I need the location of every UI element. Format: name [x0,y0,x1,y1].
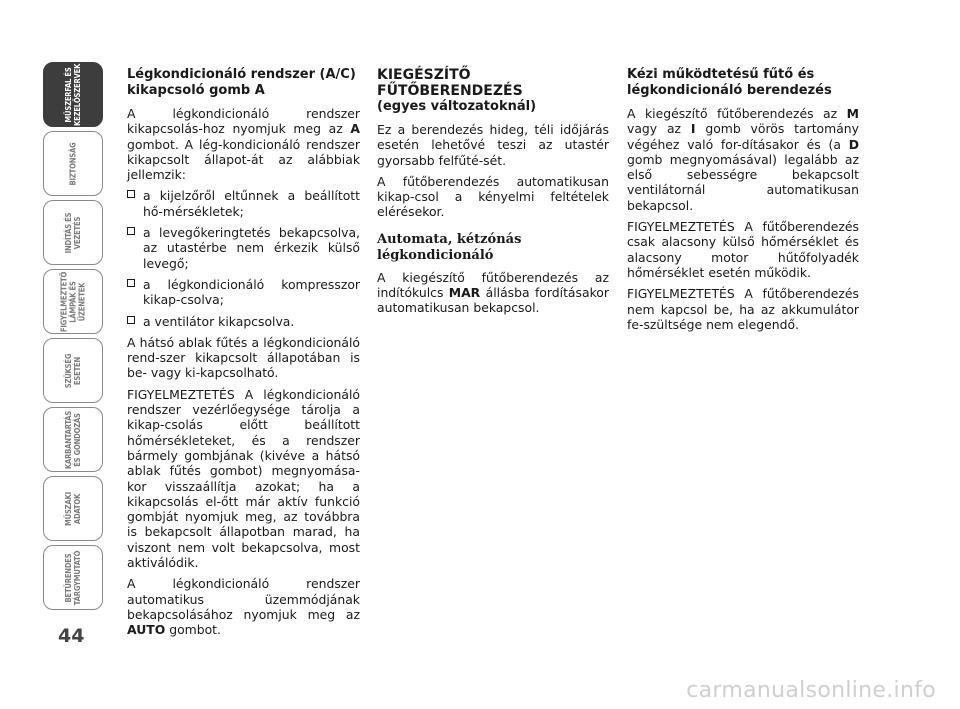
warning-paragraph: FIGYELMEZTETÉS A fűtőberendezés csak alacsony külső hőmérséklet és alacsony motor hűtőfolyadék hőmérséklet esetén működik. [627,219,859,280]
checkbox-bullet-icon [127,227,135,235]
checkbox-bullet-icon [127,316,135,324]
chapter-tabs [43,62,105,614]
section-heading: KIEGÉSZÍTŐ FŰTŐBERENDEZÉS [377,67,523,99]
paragraph: A fűtőberendezés automatikusan kikap-csol a kényelmi feltételek elérésekor. [377,173,609,220]
tab-label: BETŰRENDES TÁRGYMUTATÓ [64,550,82,605]
checkbox-bullet-icon [127,279,135,287]
tab-label: KARBANTARTÁS ÉS GONDOZÁS [64,410,82,469]
subsection-heading: Automata, kétzónás légkondicionáló [377,231,522,263]
paragraph: Ez a berendezés hideg, téli időjárás esetén lehetővé teszi az utastér gyorsabb felfűté-sét. [377,122,609,168]
tab-inditas[interactable] [43,200,103,265]
tab-karbantartas[interactable] [43,407,103,472]
column-2 [377,67,609,322]
tab-szukseg[interactable] [43,338,103,403]
page-number: 44 [58,625,85,647]
paragraph: A kiegészítő fűtőberendezés az M vagy az I gomb vörös tartomány végéhez való for-dításakor és (a D gomb megnyomásával) legalább az első sebességre bekapcsolt ventilátornál automatikusan bekapcsol. [627,106,859,213]
bullet-item: a ventilátor kikapcsolva. [127,314,360,329]
tab-betrendes[interactable] [43,545,103,610]
tab-figyelmezteto[interactable] [43,269,103,334]
tab-muszaki[interactable] [43,476,103,541]
paragraph: A kiegészítő fűtőberendezés az indítókulcs MAR állásba fordításakor automatikusan bekapcsol. [377,269,609,316]
tab-label: SZÜKSÉG ESETÉN [64,353,82,388]
bullet-item: a levegőkeringtetés bekapcsolva, az utastérbe nem érkezik külső levegő; [127,225,360,271]
section-subheading: (egyes változatoknál) [377,99,537,114]
bullet-item: a kijelzőről eltűnnek a beállított hő-mérsékletek; [127,188,360,219]
tab-label: MŰSZERFAL ÉS KEZELŐSZERVEK [64,63,82,126]
tab-biztonsag[interactable] [43,131,103,196]
tab-muszerfal[interactable] [43,62,103,127]
bullet-item: a légkondicionáló kompresszor kikap-csolva; [127,277,360,308]
section-heading: Légkondicionáló rendszer (A/C) kikapcsoló gomb A [127,67,356,98]
warning-paragraph: FIGYELMEZTETÉS A fűtőberendezés nem kapcsol be, ha az akkumulátor fe-szültsége nem elegendő. [627,286,859,332]
paragraph: A hátsó ablak fűtés a légkondicionáló rend-szer kikapcsolt állapotában is be- vagy ki-kapcsolható. [127,334,360,381]
section-heading: Kézi működtetésű fűtő és légkondicionáló berendezés [627,67,832,98]
watermark: carmanualsonline.info [686,678,936,703]
tab-label: MŰSZAKI ADATOK [64,491,82,526]
warning-paragraph: FIGYELMEZTETÉS A légkondicionáló rendszer vezérlőegysége tárolja a kikap-csolás előtt beállított hőmérsékleteket, és a rendszer bármely gombjának (kivéve a hátsó ablak fűtés gombot) megnyomása-kor visszaállítja azokat; ha a kikapcsolás el-őtt már aktív funkció gombját nyomjuk meg, az továbbra is bekapcsolt állapotban marad, ha viszont nem volt bekapcsolva, most aktiválódik. [127,386,360,571]
tab-label: INDÍTÁS ÉS VEZETÉS [64,212,82,253]
column-1 [127,67,360,644]
paragraph: A légkondicionáló rendszer kikapcsolás-hoz nyomjuk meg az A gombot. A lég-kondicionáló rendszer kikapcsolt állapot-át az alábbiak jellemzik: [127,106,360,183]
paragraph: A légkondicionáló rendszer automatikus üzemmódjának bekapcsolásához nyomjuk meg az AUTO gombot. [127,576,360,638]
tab-label: FIGYELMEZTETŐ LÁMPÁK ÉS ÜZENETEK [59,271,87,332]
tab-label: BIZTONSÁG [68,142,78,185]
column-3 [627,67,859,338]
checkbox-bullet-icon [127,190,135,198]
